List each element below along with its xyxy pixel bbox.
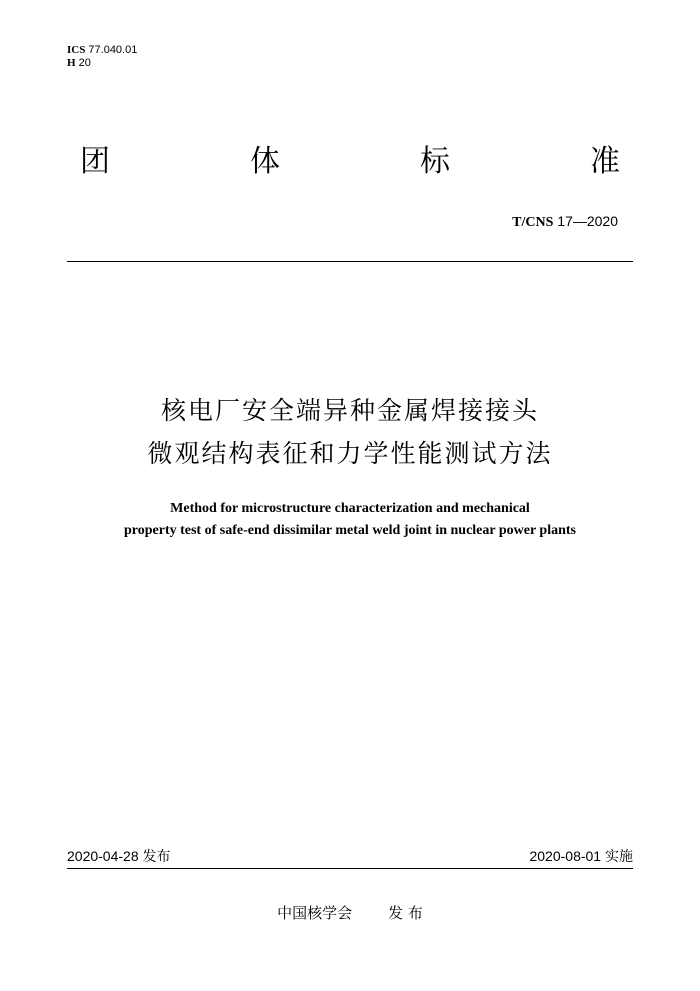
chinese-title-line-2: 微观结构表征和力学性能测试方法 (147, 439, 553, 468)
ics-code-line (67, 44, 137, 57)
ics-code: 77.040.01 (88, 44, 138, 56)
ics-label: ICS (67, 44, 86, 56)
chinese-title-line-1: 核电厂安全端异种金属焊接接头 (160, 396, 539, 425)
ccs-code-line (67, 57, 137, 70)
publisher-action: 发 布 (388, 904, 423, 922)
standard-type-char: 体 (250, 144, 280, 179)
english-title-line-1: Method for microstructure characterization and mechanical (170, 501, 530, 516)
standard-type-char: 标 (420, 144, 450, 179)
standard-type-heading (80, 142, 620, 182)
english-title-line-2: property test of safe-end dissimilar metal weld joint in nuclear power plants (123, 523, 576, 538)
classification-codes (67, 44, 137, 70)
standard-type-char: 准 (590, 144, 620, 179)
footer-divider (67, 868, 633, 869)
ccs-code: 20 (78, 57, 91, 69)
standard-type-char: 团 (80, 144, 110, 179)
ccs-label: H (67, 57, 76, 69)
standard-number-value: 17—2020 (557, 213, 618, 229)
header-divider (67, 261, 633, 262)
standard-number (512, 212, 618, 232)
standard-number-prefix: T/CNS (512, 215, 554, 230)
publisher-line (0, 903, 700, 923)
publisher-name: 中国核学会 (277, 904, 353, 922)
issue-date: 2020-04-28 发布 (67, 848, 171, 864)
implementation-date: 2020-08-01 实施 (529, 848, 633, 864)
